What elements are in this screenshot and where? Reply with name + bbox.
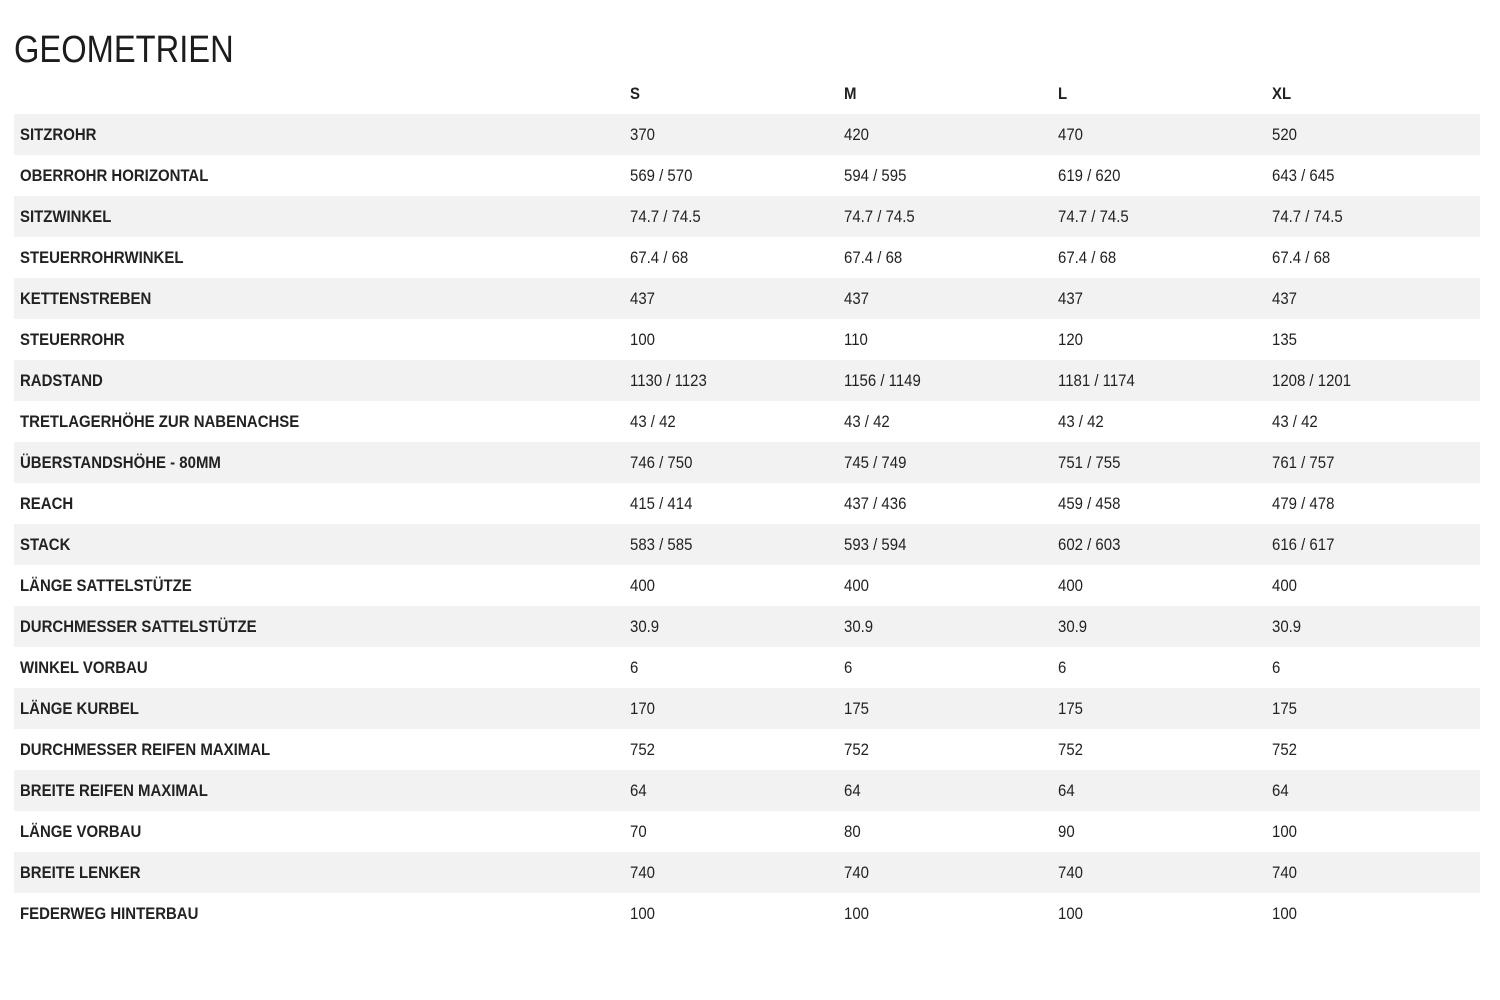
table-cell <box>838 729 1052 770</box>
cell-value: 752 <box>844 739 869 759</box>
table-row <box>14 319 1480 360</box>
header-size-s <box>624 73 838 114</box>
table-cell <box>1052 196 1266 237</box>
header-label-cell <box>14 73 624 114</box>
cell-value: 751 / 755 <box>1058 452 1121 472</box>
cell-value: 752 <box>1058 739 1083 759</box>
cell-value: 6 <box>1058 657 1067 677</box>
row-label <box>14 483 624 524</box>
cell-value: 437 <box>844 288 869 308</box>
cell-value: 64 <box>630 780 647 800</box>
row-label-text: TRETLAGERHÖHE ZUR NABENACHSE <box>20 411 300 431</box>
geometry-table <box>14 73 1480 934</box>
cell-value: 175 <box>844 698 869 718</box>
cell-value: 740 <box>1058 862 1083 882</box>
cell-value: 67.4 / 68 <box>1272 247 1331 267</box>
cell-value: 420 <box>844 124 869 144</box>
table-cell <box>838 565 1052 606</box>
cell-value: 74.7 / 74.5 <box>1272 206 1343 226</box>
row-label-text: KETTENSTREBEN <box>20 288 152 308</box>
cell-value: 616 / 617 <box>1272 534 1335 554</box>
table-cell <box>1052 114 1266 155</box>
table-cell <box>624 852 838 893</box>
row-label <box>14 606 624 647</box>
cell-value: 90 <box>1058 821 1075 841</box>
cell-value: 80 <box>844 821 861 841</box>
table-cell <box>838 688 1052 729</box>
cell-value: 175 <box>1272 698 1297 718</box>
cell-value: 745 / 749 <box>844 452 907 472</box>
table-cell <box>1052 401 1266 442</box>
row-label <box>14 319 624 360</box>
table-header <box>14 73 1480 114</box>
row-label <box>14 196 624 237</box>
table-cell <box>624 401 838 442</box>
table-cell <box>838 237 1052 278</box>
row-label <box>14 811 624 852</box>
table-cell <box>838 770 1052 811</box>
row-label-text: LÄNGE KURBEL <box>20 698 139 718</box>
table-body <box>14 114 1480 934</box>
table-cell <box>624 442 838 483</box>
cell-value: 43 / 42 <box>630 411 676 431</box>
row-label <box>14 155 624 196</box>
table-cell <box>1052 893 1266 934</box>
header-size-label: S <box>630 83 640 103</box>
row-label-text: STEUERROHR <box>20 329 125 349</box>
table-row <box>14 688 1480 729</box>
cell-value: 100 <box>1272 821 1297 841</box>
cell-value: 30.9 <box>630 616 660 636</box>
page-title: GEOMETRIEN <box>14 29 234 71</box>
cell-value: 583 / 585 <box>630 534 693 554</box>
table-cell <box>838 606 1052 647</box>
cell-value: 400 <box>844 575 869 595</box>
row-label-text: DURCHMESSER REIFEN MAXIMAL <box>20 739 271 759</box>
cell-value: 43 / 42 <box>844 411 890 431</box>
cell-value: 740 <box>844 862 869 882</box>
table-cell <box>1052 360 1266 401</box>
cell-value: 594 / 595 <box>844 165 907 185</box>
cell-value: 1156 / 1149 <box>844 370 921 390</box>
table-row <box>14 893 1480 934</box>
cell-value: 400 <box>1058 575 1083 595</box>
row-label-text: WINKEL VORBAU <box>20 657 148 677</box>
table-cell <box>1052 811 1266 852</box>
cell-value: 746 / 750 <box>630 452 693 472</box>
cell-value: 1181 / 1174 <box>1058 370 1135 390</box>
table-row <box>14 237 1480 278</box>
table-cell <box>1266 483 1480 524</box>
cell-value: 100 <box>630 329 655 349</box>
cell-value: 370 <box>630 124 655 144</box>
table-row <box>14 401 1480 442</box>
table-row <box>14 155 1480 196</box>
header-size-xl <box>1266 73 1480 114</box>
table-cell <box>838 524 1052 565</box>
table-cell <box>1266 278 1480 319</box>
table-cell <box>624 319 838 360</box>
cell-value: 400 <box>1272 575 1297 595</box>
cell-value: 619 / 620 <box>1058 165 1121 185</box>
table-row <box>14 196 1480 237</box>
cell-value: 415 / 414 <box>630 493 693 513</box>
cell-value: 100 <box>1272 903 1297 923</box>
row-label-text: RADSTAND <box>20 370 103 390</box>
table-cell <box>1266 401 1480 442</box>
cell-value: 459 / 458 <box>1058 493 1121 513</box>
table-row <box>14 852 1480 893</box>
row-label-text: REACH <box>20 493 74 513</box>
cell-value: 100 <box>844 903 869 923</box>
cell-value: 100 <box>630 903 655 923</box>
cell-value: 740 <box>1272 862 1297 882</box>
table-cell <box>1266 770 1480 811</box>
cell-value: 602 / 603 <box>1058 534 1121 554</box>
cell-value: 437 <box>630 288 655 308</box>
table-cell <box>624 770 838 811</box>
row-label <box>14 360 624 401</box>
cell-value: 110 <box>844 329 868 349</box>
table-row <box>14 278 1480 319</box>
row-label <box>14 729 624 770</box>
cell-value: 752 <box>1272 739 1297 759</box>
cell-value: 740 <box>630 862 655 882</box>
cell-value: 67.4 / 68 <box>1058 247 1117 267</box>
row-label <box>14 647 624 688</box>
cell-value: 6 <box>844 657 853 677</box>
table-cell <box>1266 360 1480 401</box>
cell-value: 479 / 478 <box>1272 493 1335 513</box>
table-cell <box>624 647 838 688</box>
table-row <box>14 770 1480 811</box>
table-cell <box>1266 688 1480 729</box>
row-label <box>14 237 624 278</box>
table-cell <box>838 278 1052 319</box>
cell-value: 43 / 42 <box>1058 411 1104 431</box>
table-cell <box>1266 729 1480 770</box>
table-cell <box>624 893 838 934</box>
cell-value: 120 <box>1058 329 1083 349</box>
row-label <box>14 893 624 934</box>
table-cell <box>838 442 1052 483</box>
cell-value: 437 <box>1058 288 1083 308</box>
row-label-text: STACK <box>20 534 71 554</box>
row-label-text: DURCHMESSER SATTELSTÜTZE <box>20 616 257 636</box>
header-size-label: XL <box>1272 83 1292 103</box>
table-row <box>14 442 1480 483</box>
table-cell <box>838 360 1052 401</box>
cell-value: 67.4 / 68 <box>844 247 903 267</box>
table-cell <box>1266 196 1480 237</box>
row-label-text: SITZROHR <box>20 124 97 144</box>
table-row <box>14 565 1480 606</box>
table-cell <box>1266 606 1480 647</box>
table-cell <box>838 114 1052 155</box>
row-label <box>14 565 624 606</box>
row-label-text: BREITE REIFEN MAXIMAL <box>20 780 208 800</box>
table-cell <box>1052 442 1266 483</box>
cell-value: 1208 / 1201 <box>1272 370 1352 390</box>
cell-value: 643 / 645 <box>1272 165 1335 185</box>
row-label <box>14 770 624 811</box>
table-cell <box>1052 483 1266 524</box>
table-cell <box>624 196 838 237</box>
table-cell <box>624 729 838 770</box>
table-cell <box>1052 770 1266 811</box>
row-label <box>14 852 624 893</box>
row-label-text: OBERROHR HORIZONTAL <box>20 165 209 185</box>
table-cell <box>1266 524 1480 565</box>
header-size-label: M <box>844 83 857 103</box>
cell-value: 1130 / 1123 <box>630 370 707 390</box>
table-cell <box>624 811 838 852</box>
header-size-label: L <box>1058 83 1068 103</box>
table-row <box>14 114 1480 155</box>
table-cell <box>1266 647 1480 688</box>
table-cell <box>624 524 838 565</box>
row-label-text: ÜBERSTANDSHÖHE - 80MM <box>20 452 221 472</box>
table-cell <box>1266 442 1480 483</box>
row-label-text: BREITE LENKER <box>20 862 141 882</box>
table-cell <box>838 811 1052 852</box>
cell-value: 752 <box>630 739 655 759</box>
table-cell <box>1266 852 1480 893</box>
table-cell <box>1266 893 1480 934</box>
table-cell <box>1266 565 1480 606</box>
row-label <box>14 524 624 565</box>
cell-value: 64 <box>844 780 861 800</box>
table-cell <box>838 155 1052 196</box>
row-label-text: LÄNGE VORBAU <box>20 821 142 841</box>
table-cell <box>1052 606 1266 647</box>
table-cell <box>838 893 1052 934</box>
table-cell <box>1052 155 1266 196</box>
table-cell <box>1266 114 1480 155</box>
cell-value: 74.7 / 74.5 <box>1058 206 1129 226</box>
cell-value: 30.9 <box>844 616 874 636</box>
table-cell <box>838 196 1052 237</box>
table-cell <box>838 852 1052 893</box>
cell-value: 400 <box>630 575 655 595</box>
cell-value: 520 <box>1272 124 1297 144</box>
cell-value: 30.9 <box>1272 616 1302 636</box>
table-cell <box>1052 278 1266 319</box>
header-row <box>14 73 1480 114</box>
table-cell <box>624 114 838 155</box>
table-cell <box>1052 688 1266 729</box>
cell-value: 170 <box>630 698 655 718</box>
table-cell <box>624 360 838 401</box>
table-row <box>14 524 1480 565</box>
row-label-text: LÄNGE SATTELSTÜTZE <box>20 575 192 595</box>
cell-value: 437 <box>1272 288 1297 308</box>
table-cell <box>1266 237 1480 278</box>
row-label <box>14 401 624 442</box>
row-label-text: FEDERWEG HINTERBAU <box>20 903 199 923</box>
table-cell <box>1052 852 1266 893</box>
row-label-text: SITZWINKEL <box>20 206 112 226</box>
cell-value: 43 / 42 <box>1272 411 1318 431</box>
row-label <box>14 688 624 729</box>
table-cell <box>1052 729 1266 770</box>
table-cell <box>624 606 838 647</box>
table-cell <box>838 483 1052 524</box>
table-cell <box>1052 319 1266 360</box>
cell-value: 74.7 / 74.5 <box>630 206 701 226</box>
table-cell <box>1052 237 1266 278</box>
table-cell <box>1266 155 1480 196</box>
row-label <box>14 278 624 319</box>
cell-value: 74.7 / 74.5 <box>844 206 915 226</box>
table-row <box>14 647 1480 688</box>
table-row <box>14 360 1480 401</box>
cell-value: 6 <box>1272 657 1281 677</box>
table-row <box>14 811 1480 852</box>
header-size-m <box>838 73 1052 114</box>
cell-value: 64 <box>1272 780 1289 800</box>
cell-value: 67.4 / 68 <box>630 247 689 267</box>
table-cell <box>1052 524 1266 565</box>
table-cell <box>1266 319 1480 360</box>
table-cell <box>624 688 838 729</box>
table-cell <box>838 319 1052 360</box>
cell-value: 135 <box>1272 329 1297 349</box>
cell-value: 593 / 594 <box>844 534 907 554</box>
cell-value: 569 / 570 <box>630 165 693 185</box>
cell-value: 175 <box>1058 698 1083 718</box>
table-cell <box>838 401 1052 442</box>
table-cell <box>1052 565 1266 606</box>
cell-value: 6 <box>630 657 639 677</box>
table-row <box>14 483 1480 524</box>
cell-value: 470 <box>1058 124 1083 144</box>
row-label <box>14 442 624 483</box>
cell-value: 30.9 <box>1058 616 1088 636</box>
cell-value: 437 / 436 <box>844 493 907 513</box>
row-label-text: STEUERROHRWINKEL <box>20 247 184 267</box>
cell-value: 70 <box>630 821 647 841</box>
table-row <box>14 606 1480 647</box>
table-cell <box>1052 647 1266 688</box>
table-cell <box>624 483 838 524</box>
table-cell <box>838 647 1052 688</box>
table-cell <box>624 565 838 606</box>
row-label <box>14 114 624 155</box>
table-cell <box>1266 811 1480 852</box>
header-size-l <box>1052 73 1266 114</box>
cell-value: 761 / 757 <box>1272 452 1335 472</box>
cell-value: 100 <box>1058 903 1083 923</box>
table-cell <box>624 278 838 319</box>
table-cell <box>624 155 838 196</box>
cell-value: 64 <box>1058 780 1075 800</box>
table-row <box>14 729 1480 770</box>
table-cell <box>624 237 838 278</box>
